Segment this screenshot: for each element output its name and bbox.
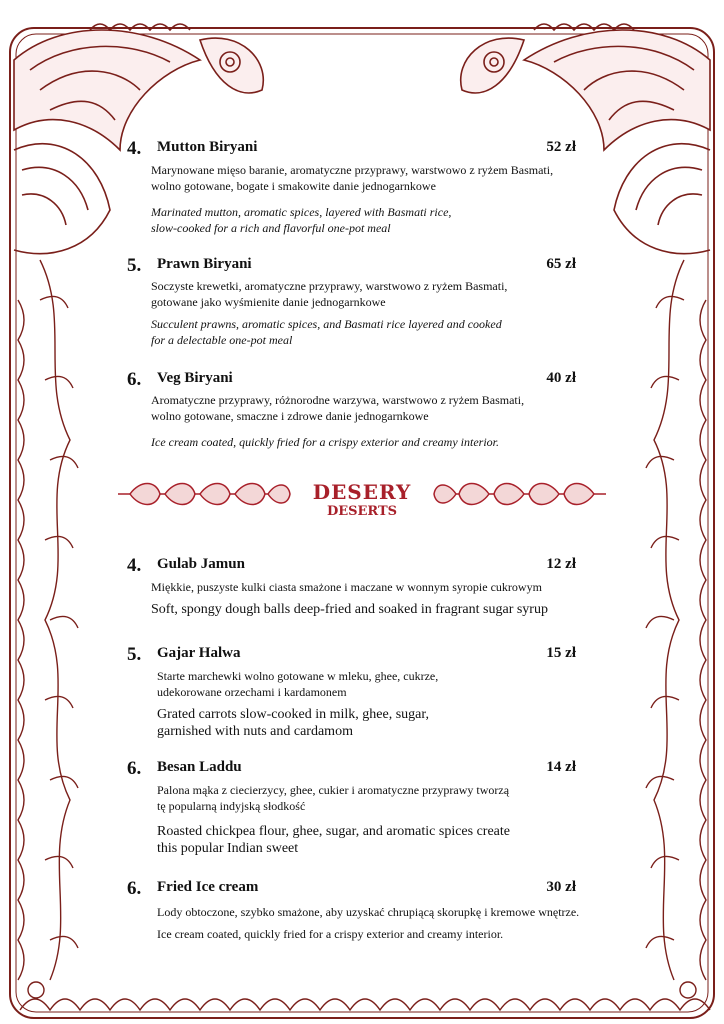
- item-number: 4.: [127, 138, 142, 159]
- section-title: DESERY: [312, 480, 412, 504]
- divider-ornament-right: [434, 484, 606, 505]
- item-description-pl: Starte marchewki wolno gotowane w mleku, ghee, cukrze, udekorowane orzechami i kardamonem: [157, 669, 439, 699]
- divider-ornament-left: [118, 484, 290, 505]
- item-description-pl: Marynowane mięso baranie, aromatyczne przyprawy, warstwowo z ryżem Basmati, wolno gotowane, bogate i smakowite danie jednogarnkowe: [151, 163, 554, 193]
- item-name: Mutton Biryani: [157, 139, 258, 155]
- item-price: 14 zł: [546, 759, 576, 775]
- item-number: 5.: [127, 255, 142, 276]
- item-name: Gajar Halwa: [157, 645, 241, 661]
- item-description-en: Ice cream coated, quickly fried for a crispy exterior and creamy interior.: [151, 435, 500, 449]
- item-description-en: Roasted chickpea flour, ghee, sugar, and aromatic spices create this popular Indian sweet: [157, 824, 511, 856]
- item-description-en: Grated carrots slow-cooked in milk, ghee, sugar, garnished with nuts and cardamom: [157, 707, 429, 739]
- item-description-en: Marinated mutton, aromatic spices, layered with Basmati rice, slow-cooked for a rich and flavorful one-pot meal: [151, 205, 452, 235]
- item-price: 40 zł: [546, 370, 576, 386]
- item-description-pl: Palona mąka z ciecierzycy, ghee, cukier i aromatyczne przyprawy tworzą tę popularną indyjską słodkość: [157, 783, 510, 813]
- item-number: 6.: [127, 758, 142, 779]
- item-description-pl: Miękkie, puszyste kulki ciasta smażone i maczane w wonnym syropie cukrowym: [151, 580, 542, 594]
- item-description-pl: Lody obtoczone, szybko smażone, aby uzyskać chrupiącą skorupkę i kremowe wnętrze.: [157, 905, 580, 919]
- bottom-ornament: [20, 982, 710, 1010]
- item-number: 6.: [127, 369, 142, 390]
- item-price: 30 zł: [546, 879, 576, 895]
- item-name: Besan Laddu: [157, 759, 242, 775]
- section-subtitle: DESERTS: [326, 504, 398, 519]
- item-description-pl: Aromatyczne przyprawy, różnorodne warzywa, warstwowo z ryżem Basmati, wolno gotowane, smaczne i zdrowe danie jednogarnkowe: [151, 393, 525, 423]
- side-vine-right: [646, 260, 706, 980]
- item-price: 15 zł: [546, 645, 576, 661]
- side-vine-left: [18, 260, 78, 980]
- item-description-en: Succulent prawns, aromatic spices, and Basmati rice layered and cooked for a delectable one-pot meal: [151, 317, 502, 347]
- item-price: 65 zł: [546, 256, 576, 272]
- item-name: Veg Biryani: [157, 370, 233, 386]
- item-name: Prawn Biryani: [157, 256, 252, 272]
- item-description-en: Ice cream coated, quickly fried for a crispy exterior and creamy interior.: [157, 927, 504, 941]
- item-number: 4.: [127, 555, 142, 576]
- item-description-en: Soft, spongy dough balls deep-fried and soaked in fragrant sugar syrup: [151, 602, 548, 617]
- item-number: 5.: [127, 644, 142, 665]
- item-name: Fried Ice cream: [157, 879, 259, 895]
- item-price: 52 zł: [546, 139, 576, 155]
- item-price: 12 zł: [546, 556, 576, 572]
- item-name: Gulab Jamun: [157, 556, 245, 572]
- item-description-pl: Soczyste krewetki, aromatyczne przyprawy, warstwowo z ryżem Basmati, gotowane jako wyśmienite danie jednogarnkowe: [151, 279, 508, 309]
- item-number: 6.: [127, 878, 142, 899]
